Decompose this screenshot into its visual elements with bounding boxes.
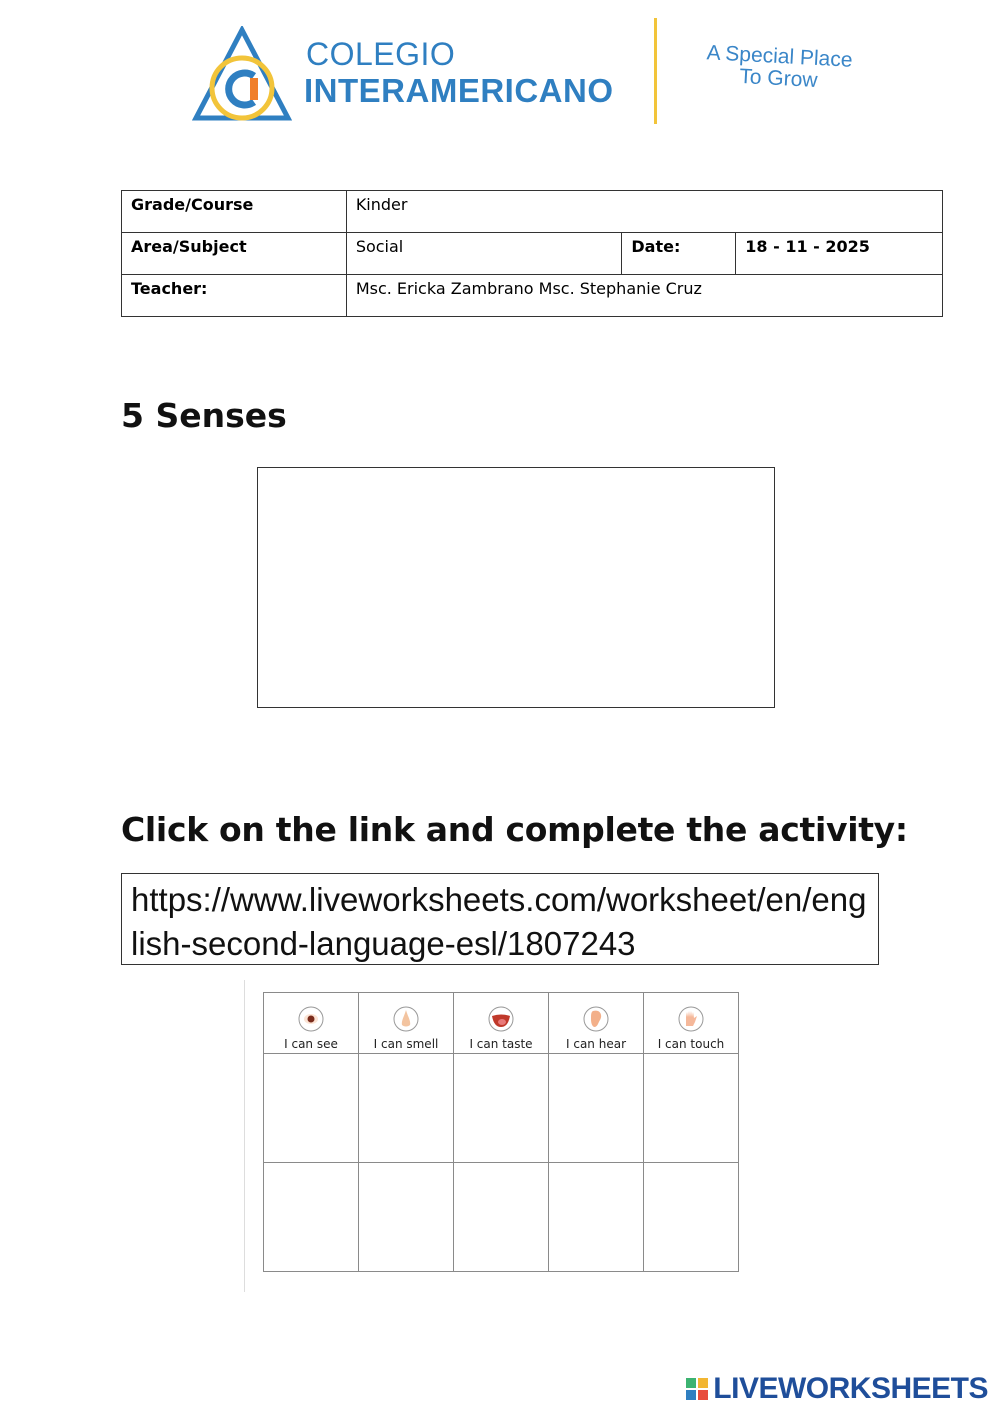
senses-column-touch: I can touch [644, 993, 739, 1054]
senses-column-smell: I can smell [359, 993, 454, 1054]
senses-cell [359, 1163, 454, 1272]
table-row [122, 233, 943, 275]
senses-column-see: I can see [264, 993, 359, 1054]
area-value: Social [346, 233, 622, 275]
table-row [264, 1054, 739, 1163]
hand-icon [677, 1005, 705, 1033]
grade-label: Grade/Course [122, 191, 347, 233]
school-logo [192, 16, 882, 128]
senses-cell [549, 1054, 644, 1163]
date-label: Date: [622, 233, 736, 275]
senses-cell [264, 1054, 359, 1163]
brand-name-line2: INTERAMERICANO [304, 72, 614, 109]
mouth-icon [487, 1005, 515, 1033]
activity-link[interactable]: https://www.liveworksheets.com/worksheet/en/english-second-language-esl/1807243 [121, 873, 879, 965]
liveworksheets-logo: LIVEWORKSHEETS [685, 1372, 988, 1406]
liveworksheets-mark-icon [685, 1377, 709, 1401]
senses-cell [644, 1163, 739, 1272]
section-title-activity: Click on the link and complete the activity: [121, 810, 908, 849]
senses-cell [454, 1054, 549, 1163]
senses-cell [549, 1163, 644, 1272]
nose-icon [392, 1005, 420, 1033]
senses-cell [454, 1163, 549, 1272]
table-row [122, 191, 943, 233]
senses-column-hear: I can hear [549, 993, 644, 1054]
section-title-senses: 5 Senses [121, 396, 287, 435]
brand-tagline: A Special Place To Grow [706, 41, 854, 93]
brand-divider [654, 18, 657, 124]
senses-column-taste: I can taste [454, 993, 549, 1054]
table-row [264, 993, 739, 1054]
drop-image-box[interactable] [257, 467, 775, 708]
senses-cell [644, 1054, 739, 1163]
course-info-table [121, 190, 943, 317]
table-row [264, 1163, 739, 1272]
eye-icon [297, 1005, 325, 1033]
school-emblem-icon [192, 26, 292, 122]
table-row [122, 275, 943, 317]
ear-icon [582, 1005, 610, 1033]
grade-value: Kinder [346, 191, 942, 233]
senses-chart-image [244, 980, 755, 1292]
date-value: 18 - 11 - 2025 [736, 233, 943, 275]
area-label: Area/Subject [122, 233, 347, 275]
brand-name-line1: COLEGIO [306, 36, 456, 72]
senses-grid [263, 992, 739, 1272]
teacher-value: Msc. Ericka Zambrano Msc. Stephanie Cruz [346, 275, 942, 317]
senses-cell [359, 1054, 454, 1163]
teacher-label: Teacher: [122, 275, 347, 317]
senses-cell [264, 1163, 359, 1272]
